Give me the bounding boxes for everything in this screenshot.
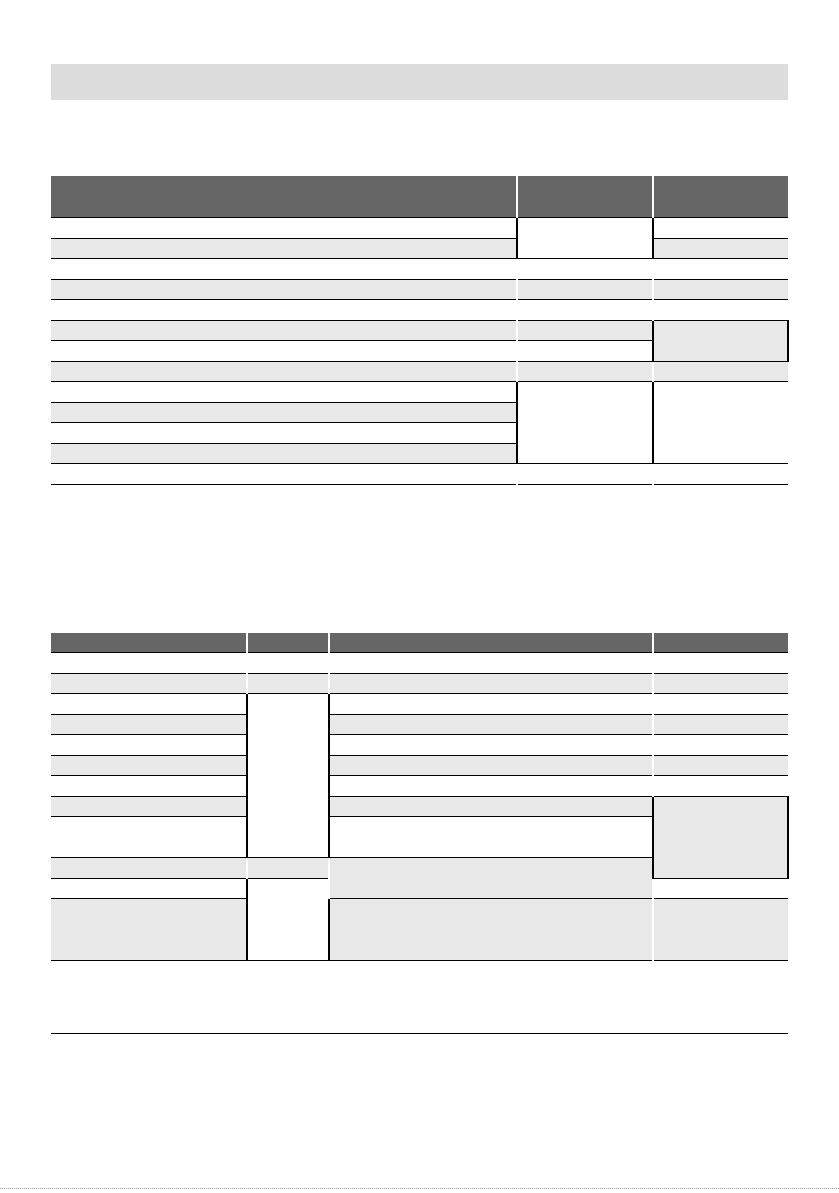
- table1-header-row: [51, 176, 788, 218]
- table-cell: [653, 714, 788, 735]
- table-cell: [247, 878, 329, 961]
- table-cell: [51, 735, 247, 756]
- table2-header-3: [329, 633, 653, 653]
- table-row: [51, 899, 788, 961]
- table-cell: [653, 259, 788, 280]
- table-cell: [51, 218, 517, 239]
- table-cell: [517, 341, 653, 362]
- table-row: [51, 300, 788, 321]
- table-cell: [653, 320, 788, 361]
- table-cell: [51, 382, 517, 403]
- table-row: [51, 382, 788, 403]
- table-cell: [653, 382, 788, 464]
- table-cell: [517, 218, 653, 259]
- table-cell: [653, 776, 788, 797]
- footer-divider: [51, 1033, 788, 1034]
- table-cell: [653, 878, 788, 899]
- table-row: [51, 755, 788, 776]
- table-row: [51, 653, 788, 674]
- table-cell: [653, 673, 788, 694]
- table-cell: [247, 653, 329, 674]
- table-cell: [517, 382, 653, 464]
- table-cell: [329, 714, 653, 735]
- table-cell: [653, 279, 788, 300]
- table2-header-4: [653, 633, 788, 653]
- table-cell: [51, 300, 517, 321]
- table-cell: [653, 464, 788, 485]
- spec-table-1: [51, 176, 788, 485]
- table-cell: [247, 858, 329, 879]
- table-cell: [51, 238, 517, 259]
- table-cell: [51, 858, 247, 879]
- table-cell: [51, 878, 247, 899]
- table-cell: [517, 361, 653, 382]
- table-cell: [653, 300, 788, 321]
- table-cell: [51, 776, 247, 797]
- table-cell: [653, 238, 788, 259]
- table-cell: [653, 755, 788, 776]
- table2-header-2: [247, 633, 329, 653]
- table-cell: [51, 443, 517, 464]
- table-cell: [247, 673, 329, 694]
- table-cell: [51, 423, 517, 444]
- table-cell: [517, 259, 653, 280]
- table-cell: [329, 694, 653, 715]
- table-cell: [51, 361, 517, 382]
- table1-header-2: [517, 176, 653, 218]
- table-cell: [51, 653, 247, 674]
- table-cell: [51, 755, 247, 776]
- table-row: [51, 464, 788, 485]
- table-cell: [329, 673, 653, 694]
- table-cell: [51, 402, 517, 423]
- spec-table-2: [51, 633, 788, 961]
- table-cell: [51, 279, 517, 300]
- section-title-bar: [51, 64, 788, 100]
- table-cell: [329, 858, 653, 899]
- table-cell: [51, 320, 517, 341]
- table-row: [51, 238, 788, 259]
- table-row: [51, 361, 788, 382]
- page-edge-dots: [0, 1188, 839, 1189]
- table-row: [51, 673, 788, 694]
- table-cell: [517, 279, 653, 300]
- table-cell: [329, 755, 653, 776]
- table1-header-3: [653, 176, 788, 218]
- table-cell: [653, 653, 788, 674]
- table-cell: [329, 735, 653, 756]
- table-cell: [653, 694, 788, 715]
- table-cell: [653, 218, 788, 239]
- table-cell: [51, 259, 517, 280]
- table-cell: [329, 817, 653, 858]
- table-row: [51, 218, 788, 239]
- table-cell: [653, 735, 788, 756]
- table-cell: [329, 776, 653, 797]
- table-row: [51, 714, 788, 735]
- table-row: [51, 279, 788, 300]
- table-cell: [517, 464, 653, 485]
- table-cell: [653, 361, 788, 382]
- table2-header-row: [51, 633, 788, 653]
- table-cell: [51, 694, 247, 715]
- table-cell: [51, 673, 247, 694]
- table-cell: [329, 653, 653, 674]
- table-cell: [329, 796, 653, 817]
- table-row: [51, 735, 788, 756]
- table2-header-1: [51, 633, 247, 653]
- table-cell: [517, 300, 653, 321]
- table-row: [51, 694, 788, 715]
- table-cell: [247, 694, 329, 858]
- table-cell: [51, 899, 247, 961]
- table-cell: [51, 817, 247, 858]
- table-row: [51, 796, 788, 817]
- table-row: [51, 259, 788, 280]
- table-row: [51, 776, 788, 797]
- table-cell: [51, 464, 517, 485]
- table-row: [51, 320, 788, 341]
- table-cell: [653, 796, 788, 878]
- table-cell: [517, 320, 653, 341]
- table-cell: [329, 899, 653, 961]
- table-cell: [51, 796, 247, 817]
- table-cell: [51, 714, 247, 735]
- table-cell: [653, 899, 788, 961]
- table-cell: [51, 341, 517, 362]
- table1-header-1: [51, 176, 517, 218]
